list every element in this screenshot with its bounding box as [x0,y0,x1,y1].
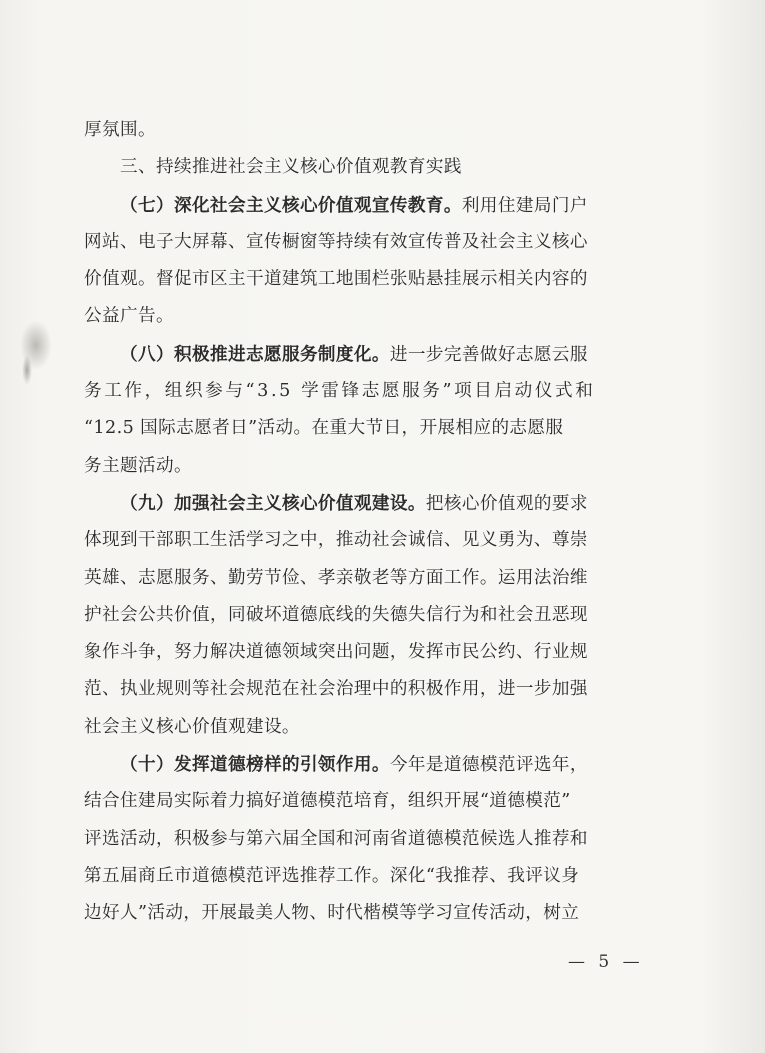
text-segment: “12.5 国际志愿者日”活动。在重大节日，开展相应的志愿服 [84,418,564,439]
text-segment: 评选活动，积极参与第六届全国和河南省道德模范候选人推荐和 [84,828,588,849]
text-line [84,336,644,373]
text-segment: 务主题活动。 [84,455,192,476]
text-segment: 社会主义核心价值观建设。 [84,716,300,737]
text-segment: 今年是道德模范评选年， [389,755,588,776]
text-segment: 边好人”活动，开展最美人物、时代楷模等学习宣传活动，树立 [84,903,580,924]
text-segment: 范、执业规则等社会规范在社会治理中的积极作用，进一步加强 [84,679,588,700]
text-line [84,261,644,298]
text-line [84,298,644,335]
text-segment: 公益广告。 [84,306,174,327]
text-segment: 护社会公共价值，同破坏道德底线的失德失信行为和社会丑恶现 [84,604,588,625]
bold-heading-segment: （十）发挥道德榜样的引领作用。 [120,754,390,776]
text-segment: 务工作，组织参与“3.5 学雷锋志愿服务”项目启动仪式和 [84,381,596,402]
text-segment: 第五届商丘市道德模范评选推荐工作。深化“我推荐、我评议身 [84,865,580,886]
text-segment: 价值观。督促市区主干道建筑工地围栏张贴悬挂展示相关内容的 [84,269,588,290]
scan-smudge-mark [22,355,32,385]
text-segment: 网站、电子大屏幕、宣传橱窗等持续有效宣传普及社会主义核心 [84,231,588,252]
page-number: — 5 — [568,952,644,972]
bold-heading-segment: （八）积极推进志愿服务制度化。 [120,343,390,365]
text-line [84,410,644,447]
text-line [84,149,644,186]
text-segment: 把核心价值观的要求 [425,493,588,514]
text-segment: 象作斗争，努力解决道德领域突出问题，发挥市民公约、行业规 [84,642,588,663]
text-line [84,187,644,224]
text-segment: 英雄、志愿服务、勤劳节俭、孝亲敬老等方面工作。运用法治维 [84,567,588,588]
text-line [84,671,644,708]
text-line [84,560,644,597]
text-segment: 利用住建局门户 [461,195,588,216]
text-line [84,821,644,858]
text-line [84,373,644,410]
text-segment: 进一步完善做好志愿云服 [389,344,588,365]
text-line [84,597,644,634]
document-body [84,112,644,933]
text-line [84,895,644,932]
text-line [84,112,644,149]
text-line [84,634,644,671]
text-segment: 结合住建局实际着力搞好道德模范培育，组织开展“道德模范” [84,791,571,812]
text-segment: 体现到干部职工生活学习之中，推动社会诚信、见义勇为、尊崇 [84,530,588,551]
text-line [84,746,644,783]
text-line [84,448,644,485]
text-segment: 三、持续推进社会主义核心价值观教育实践 [120,157,462,178]
text-line [84,783,644,820]
text-line [84,224,644,261]
text-line [84,709,644,746]
text-line [84,522,644,559]
text-line [84,485,644,522]
bold-heading-segment: （七）深化社会主义核心价值观宣传教育。 [120,194,462,216]
bold-heading-segment: （九）加强社会主义核心价值观建设。 [120,492,426,514]
text-segment: 厚氛围。 [84,120,156,140]
text-line [84,858,644,895]
